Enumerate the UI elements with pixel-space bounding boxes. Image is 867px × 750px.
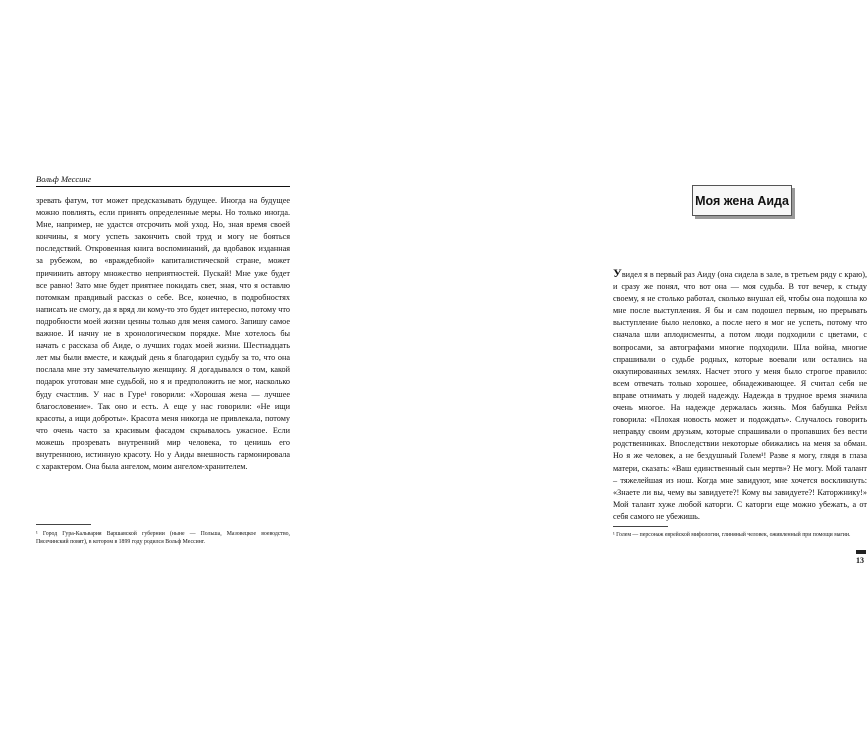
- header-rule: [36, 186, 290, 187]
- page-number-mark: [856, 550, 866, 554]
- left-footnote: ¹ Город Гура-Кальвария Варшавской губернии (ныне — Польша, Мазовецкое воеводство, Пясечинский повят), в котором в 1899 году родился Вольф Мессинг.: [36, 531, 290, 545]
- left-page: [0, 0, 300, 750]
- chapter-title-box: [692, 185, 792, 216]
- left-body-paragraph: зревать фатум, тот может предсказывать будущее. Иногда на будущее можно повлиять, если принять определенные меры. Но только иногда. Мне, например, не удастся отсрочить мой уход. Но, зная время своей кончины, я могу успеть закончить свой труд и могу не бояться последствий. Откровенная книга воспоминаний, да вдобавок изданная за рубежом, во «враждебной» капиталистической стране, может причинить автору множество неприятностей. Пускай! Мне уже будет все равно! Зато мне будет приятнее покидать свет, зная, что я оставлю потомкам правдивый рассказ о себе. Все, конечно, в подробностях написать не смогу, да я вряд ли кому-то это будет интересно, потому что подробности моей жизни ценны только для меня самого. Запишу самое важное. И начну не в хронологическом порядке. Мне хотелось бы начать с рассказа об Аиде, о лучших годах моей жизни. Шестнадцать лет мы были вместе, и каждый день я благодарил судьбу за то, что она послала мне эту замечательную женщину. Я догадывался о том, какой подарок уготован мне судьбой, но я и предположить не мог, насколько буду счастлив. У нас в Гуре¹ говорили: «Хорошая жена — лучшее благословение». Так оно и есть. А еще у нас говорили: «Не ищи красоты, а ищи доброты». Красота меня никогда не привлекала, потому что очень часто за красивым фасадом скрывалось ужасное. Если можешь прозревать внутренний мир человека, то ценишь его внутреннюю, истинную красоту. Но у Аиды внешность гармонировала с характером. Она была ангелом, моим ангелом-хранителем.: [36, 196, 290, 472]
- right-body-paragraph: [613, 267, 867, 523]
- right-page: [300, 0, 867, 750]
- chapter-title: Моя жена Аида: [695, 193, 789, 208]
- running-head: Вольф Мессинг: [36, 174, 91, 184]
- drop-letter: У: [613, 266, 622, 280]
- page-number: 13: [856, 556, 864, 565]
- footnote-divider: [36, 524, 91, 525]
- right-footnote: ¹ Голем — персонаж еврейской мифологии, глиняный человек, оживленный при помощи магии.: [613, 532, 851, 538]
- footnote-divider: [613, 526, 668, 527]
- right-body-text: видел я в первый раз Аиду (она сидела в зале, в третьем ряду с краю), и сразу же понял, что вот она — моя судьба. В тот вечер, к стыду своему, я не столько работал, сколько внушал ей, чтобы она подошла ко мне после выступления. Я бы и сам подошел первым, но прерывать выступление было неловко, а после него я мог не успеть, потому что сначала шли аплодисменты, а потом люди подходили с цветами, с вопросами, за автографами многие подходили. Шла война, многие спрашивали о судьбе родных, которые воевали или остались на оккупированных землях. Насчет этого у меня было строгое правило: всем отвечать только хорошее, обнадеживающее. Я считал себя не вправе отнимать у людей надежду. Надежда в трудное время значила очень многое. На надежде держалась жизнь. Моя бабушка Рейзл говорила: «Плохая новость может и подождать». Случалось говорить неправду своим друзьям, которые спрашивали о пропавших без вести родственниках. Впоследствии некоторые обижались на меня за обман. Но я же человек, а не бездушный Голем¹! Разве я могу, глядя в глаза матери, сказать: «Ваш единственный сын мертв»? Не могу. Мой талант – тяжелейшая из нош. Когда мне завидуют, мне хочется воскликнуть: «Знаете ли вы, чему вы завидуете?! Кому вы завидуете?! Каторжнику!» Мой талант хуже любой каторги. С каторги еще можно убежать, а от себя самого не убежишь.: [613, 270, 867, 521]
